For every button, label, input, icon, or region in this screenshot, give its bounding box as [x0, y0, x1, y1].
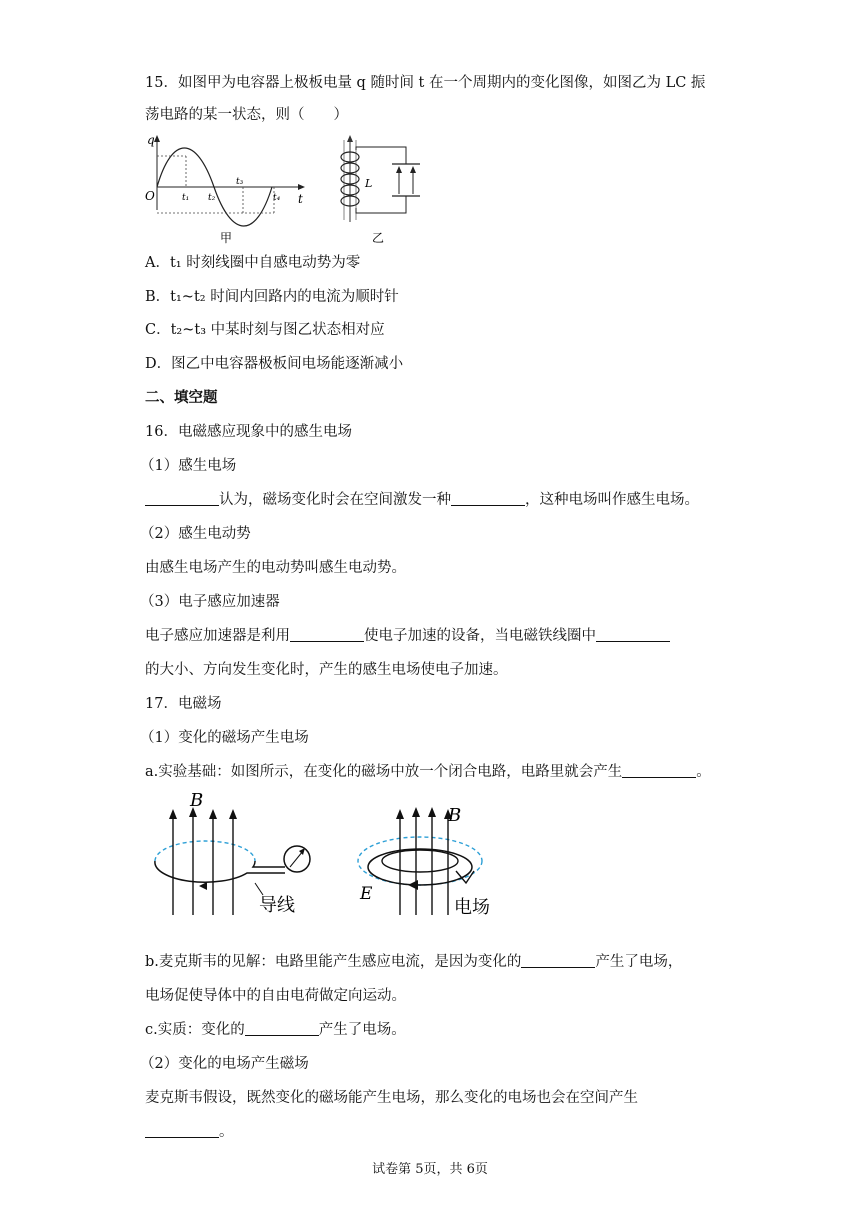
q16-sub2-text: 由感生电场产生的电动势叫感生电动势。: [145, 560, 406, 576]
q17-sub2-answer-line: 。: [145, 1122, 234, 1142]
q15-option-c: C．t₂~t₃ 中某时刻与图乙状态相对应: [145, 322, 385, 338]
q17-sub2-text: 麦克斯韦假设，既然变化的磁场能产生电场，那么变化的电场也会在空间产生: [145, 1090, 638, 1106]
figure-yi-lc-circuit: [330, 130, 430, 248]
q17-sub2-heading: （2）变化的电场产生磁场: [140, 1056, 309, 1072]
answer-blank[interactable]: [245, 1021, 319, 1036]
fig-jia-origin: O: [145, 189, 155, 203]
q16-sub3-heading: （3）电子感应加速器: [140, 594, 280, 610]
fig-jia-tick-t4: t₄: [273, 193, 281, 203]
fig-right-b-label: B: [448, 805, 462, 826]
q15-option-a: A．t₁ 时刻线圈中自感电动势为零: [145, 255, 361, 271]
fig-jia-axis-x: t: [298, 192, 303, 206]
answer-blank[interactable]: [145, 1123, 219, 1138]
fig-jia-tick-t3: t₃: [236, 177, 244, 187]
q17-a-line: a.实验基础：如图所示，在变化的磁场中放一个闭合电路，电路里就会产生 。: [145, 764, 711, 780]
fig-yi-inductor-label: L: [365, 177, 373, 190]
fig-right-field-label: 电场: [454, 897, 490, 918]
q15-stem-line1: 15．如图甲为电容器上极板电量 q 随时间 t 在一个周期内的变化图像，如图乙为 LC 振: [145, 75, 706, 91]
fig-yi-caption: 乙: [372, 231, 385, 245]
answer-blank[interactable]: [622, 763, 696, 778]
answer-blank[interactable]: [290, 627, 364, 642]
figure-jia-qt-graph: [140, 130, 310, 248]
fig-jia-tick-t1: t₁: [182, 193, 190, 203]
answer-blank[interactable]: [596, 627, 670, 642]
q16-title: 16．电磁感应现象中的感生电场: [145, 424, 352, 440]
q16-sub1-heading: （1）感生电场: [140, 458, 237, 474]
fig-jia-axis-y: q: [147, 133, 155, 147]
fig-left-b-label: B: [190, 790, 204, 811]
q16-sub3-line2: 的大小、方向发生变化时，产生的感生电场使电子加速。: [145, 662, 508, 678]
q15-stem-line2: 荡电路的某一状态，则（ ）: [145, 107, 348, 123]
answer-blank[interactable]: [451, 491, 525, 506]
q16-sub2-heading: （2）感生电动势: [140, 526, 251, 542]
q17-b-line1: b.麦克斯韦的见解：电路里能产生感应电流，是因为变化的 产生了电场，: [145, 954, 683, 970]
figure-loop-galvanometer: [145, 790, 320, 925]
q17-title: 17．电磁场: [145, 696, 222, 712]
section-title: 二、填空题: [145, 389, 218, 406]
figure-induced-electric-field: [350, 795, 525, 925]
q17-sub1-heading: （1）变化的磁场产生电场: [140, 730, 309, 746]
q16-sub1-line: 认为，磁场变化时会在空间激发一种 ，这种电场叫作感生电场。: [145, 490, 699, 510]
page-footer: 试卷第 5页，共 6页: [372, 1162, 488, 1177]
fig-jia-caption: 甲: [220, 231, 233, 245]
answer-blank[interactable]: [145, 491, 219, 506]
q17-b-line2: 电场促使导体中的自由电荷做定向运动。: [145, 988, 406, 1004]
q17-c-line: c.实质：变化的 产生了电场。: [145, 1022, 406, 1038]
fig-left-wire-label: 导线: [259, 895, 295, 916]
answer-blank[interactable]: [521, 953, 595, 968]
q15-option-d: D．图乙中电容器极板间电场能逐渐减小: [145, 356, 404, 372]
fig-right-e-label: E: [360, 884, 373, 904]
q15-option-b: B．t₁~t₂ 时间内回路内的电流为顺时针: [145, 289, 399, 305]
fig-jia-tick-t2: t₂: [208, 193, 216, 203]
q16-sub3-line1: 电子感应加速器是利用 使电子加速的设备，当电磁铁线圈中: [145, 626, 670, 646]
